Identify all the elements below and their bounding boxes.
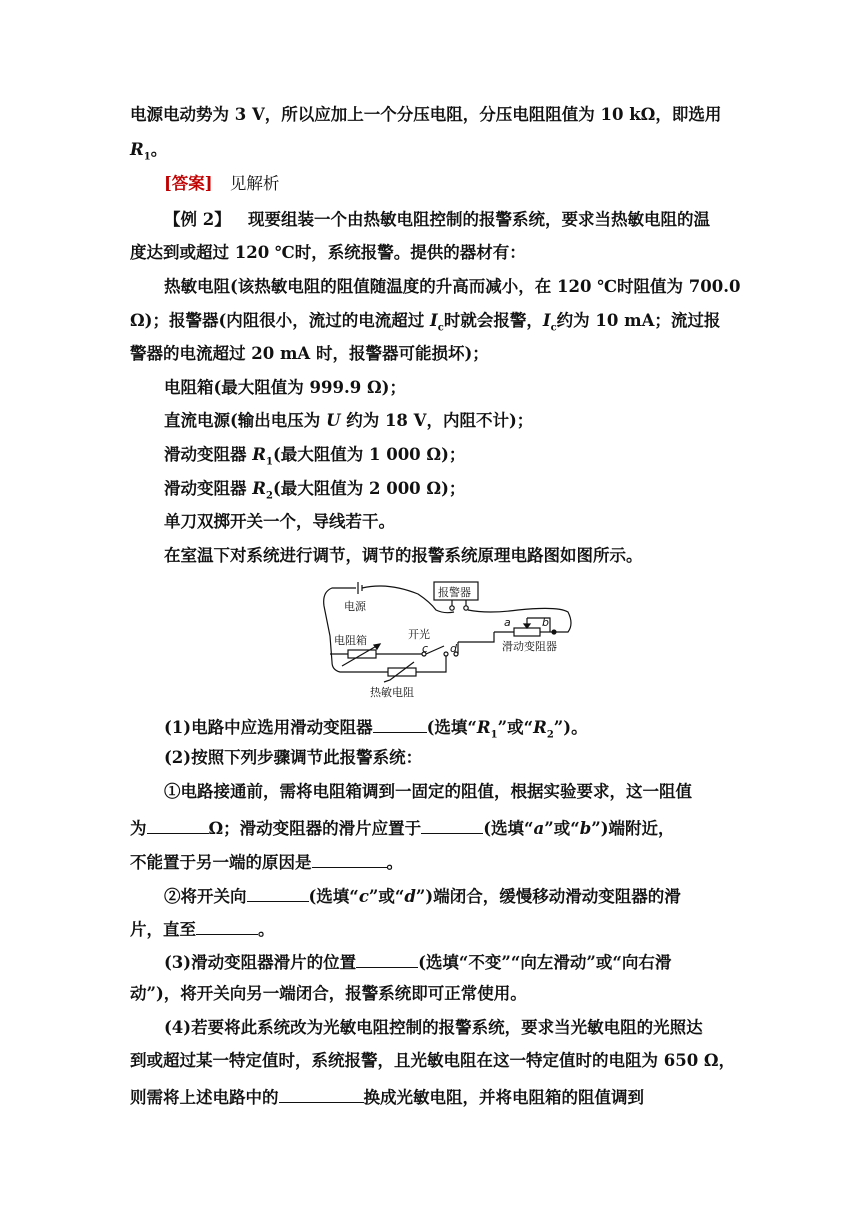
- var-d: d: [404, 887, 416, 906]
- text: 直流电源(输出电压为: [164, 411, 327, 430]
- text: (选填“: [308, 887, 359, 906]
- text: 。: [150, 140, 168, 159]
- text: 度达到或超过 120 ℃时，系统报警。提供的器材有：: [130, 243, 526, 262]
- text: 时就会报警，: [443, 311, 543, 330]
- text: 则需将上述电路中的: [130, 1088, 279, 1107]
- question-2-1-line-3: [130, 849, 403, 874]
- answer-line: [164, 173, 279, 195]
- text: 单刀双掷开关一个，导线若干。: [164, 512, 395, 531]
- answer-blank[interactable]: [356, 949, 418, 968]
- text: 片，直至: [130, 920, 196, 939]
- var-r: R: [533, 718, 547, 737]
- text: ”或“: [544, 819, 580, 838]
- rheostat-body: [514, 628, 540, 636]
- subscript: 2: [546, 729, 554, 741]
- question-2: [164, 747, 422, 769]
- question-2-2-line-2: [130, 916, 275, 941]
- var-r: R: [130, 140, 144, 159]
- text: 电源电动势为 3 V，所以应加上一个分压电阻，分压电阻阻值为 10 kΩ，即选用: [130, 105, 722, 124]
- question-3-line-2: [130, 983, 527, 1005]
- text: 热敏电阻(该热敏电阻的阻值随温度的升高而减小，在 120 ℃时阻值为 700.0: [164, 277, 741, 296]
- answer-blank[interactable]: [312, 849, 387, 868]
- subscript: 1: [490, 729, 498, 741]
- text: (选填“不变”“向左滑动”或“向右滑: [418, 953, 672, 972]
- text-line-12: [164, 511, 395, 533]
- answer-text: 见解析: [229, 174, 280, 193]
- power-label: 电源: [344, 600, 366, 613]
- text: Ω；滑动变阻器的滑片应置于: [208, 819, 422, 838]
- var-a: a: [533, 819, 545, 838]
- var-i: I: [430, 311, 438, 330]
- question-4-line-3: [130, 1084, 644, 1109]
- text: 电阻箱(最大阻值为 999.9 Ω)；: [164, 378, 406, 397]
- var-c: c: [358, 887, 369, 906]
- text: 换成光敏电阻，并将电阻箱的阻值调到: [363, 1088, 644, 1107]
- text: 到或超过某一特定值时，系统报警，且光敏电阻在这一特定值时的电阻为 650 Ω，: [130, 1051, 736, 1070]
- text: 约为 18 V，内阻不计)；: [340, 411, 534, 430]
- text-line-8: [164, 377, 406, 399]
- text: (选填“: [483, 819, 534, 838]
- thermistor-body: [388, 668, 416, 676]
- text-line-5: [164, 276, 740, 298]
- question-4-line-2: [130, 1050, 735, 1072]
- text: ”)。: [553, 718, 588, 737]
- subscript: 1: [265, 456, 273, 468]
- switch-blade: [426, 646, 444, 654]
- var-r: R: [252, 445, 266, 464]
- question-2-1-line-2: [130, 815, 675, 840]
- switch-label: 开光: [408, 628, 430, 641]
- question-2-1-line-1: [164, 781, 692, 803]
- text-line-10: [164, 444, 465, 473]
- answer-blank[interactable]: [196, 916, 258, 935]
- text: 在室温下对系统进行调节，调节的报警系统原理电路图如图所示。: [164, 546, 643, 565]
- thermistor-label: 热敏电阻: [370, 686, 414, 699]
- text-line-9: [164, 410, 533, 432]
- text: 滑动变阻器: [164, 445, 253, 464]
- var-i: I: [542, 311, 551, 330]
- terminal-b-label: b: [542, 616, 549, 629]
- wire-rheostat-switch: [458, 632, 494, 642]
- subscript: 1: [143, 151, 151, 163]
- text: 不能置于另一端的原因是: [130, 853, 312, 872]
- var-b: b: [579, 819, 592, 838]
- var-r: R: [252, 479, 266, 498]
- text: (3)滑动变阻器滑片的位置: [164, 953, 357, 972]
- circuit-diagram: [318, 574, 580, 704]
- text-line-1: [130, 104, 721, 126]
- text: 为: [130, 819, 147, 838]
- question-3-line-1: [164, 949, 671, 974]
- text: (选填“: [426, 718, 477, 737]
- subscript: c: [437, 322, 444, 334]
- text-line-11: [164, 478, 465, 507]
- terminal-c-label: c: [422, 642, 429, 655]
- question-2-2-line-1: [164, 883, 681, 908]
- text: (1)电路中应选用滑动变阻器: [164, 718, 373, 737]
- text-line-4: [130, 242, 526, 264]
- resistor-box-label: 电阻箱: [334, 634, 367, 647]
- example-line: [164, 209, 710, 231]
- text: ”)端闭合，缓慢移动滑动变阻器的滑: [415, 887, 681, 906]
- text: ②将开关向: [164, 887, 247, 906]
- text: (最大阻值为 2 000 Ω)；: [272, 479, 466, 498]
- answer-blank[interactable]: [373, 714, 427, 733]
- question-1: [164, 714, 588, 746]
- terminal-d-label: d: [450, 642, 457, 655]
- text: 。: [386, 853, 403, 872]
- example-tag: 【例 2】: [164, 210, 231, 229]
- text: (4)若要将此系统改为光敏电阻控制的报警系统，要求当光敏电阻的光照达: [164, 1018, 703, 1037]
- text: (最大阻值为 1 000 Ω)；: [272, 445, 466, 464]
- answer-blank[interactable]: [147, 815, 209, 834]
- text: 警器的电流超过 20 mA 时，报警器可能损坏)；: [130, 344, 489, 363]
- text: 。: [258, 920, 275, 939]
- text: Ω)；报警器(内阻很小，流过的电流超过: [130, 311, 431, 330]
- text-line-2: [130, 139, 167, 168]
- subscript: 2: [265, 490, 273, 502]
- text-line-6: [130, 310, 720, 339]
- text: ”或“: [368, 887, 405, 906]
- text: ①电路接通前，需将电阻箱调到一固定的阻值，根据实验要求，这一阻值: [164, 782, 692, 801]
- terminal-a-label: a: [504, 616, 511, 629]
- answer-tag: [答案]: [164, 174, 213, 193]
- text: 动”)，将开关向另一端闭合，报警系统即可正常使用。: [130, 984, 527, 1003]
- subscript: c: [550, 322, 557, 334]
- rheostat-label: 滑动变阻器: [502, 640, 557, 653]
- text-line-7: [130, 343, 489, 365]
- answer-blank[interactable]: [247, 883, 309, 902]
- question-4-line-1: [164, 1017, 703, 1039]
- text: 现要组装一个由热敏电阻控制的报警系统，要求当热敏电阻的温: [247, 210, 710, 229]
- answer-blank[interactable]: [421, 815, 483, 834]
- text: 滑动变阻器: [164, 479, 253, 498]
- answer-blank[interactable]: [279, 1084, 364, 1103]
- text: (2)按照下列步骤调节此报警系统：: [164, 748, 423, 767]
- text-line-13: [164, 545, 643, 567]
- text: 约为 10 mA；流过报: [556, 311, 721, 330]
- alarm-label: 报警器: [438, 586, 471, 599]
- text: ”或“: [497, 718, 534, 737]
- var-r: R: [476, 718, 491, 737]
- text: ”)端附近，: [591, 819, 675, 838]
- var-u: U: [326, 411, 341, 430]
